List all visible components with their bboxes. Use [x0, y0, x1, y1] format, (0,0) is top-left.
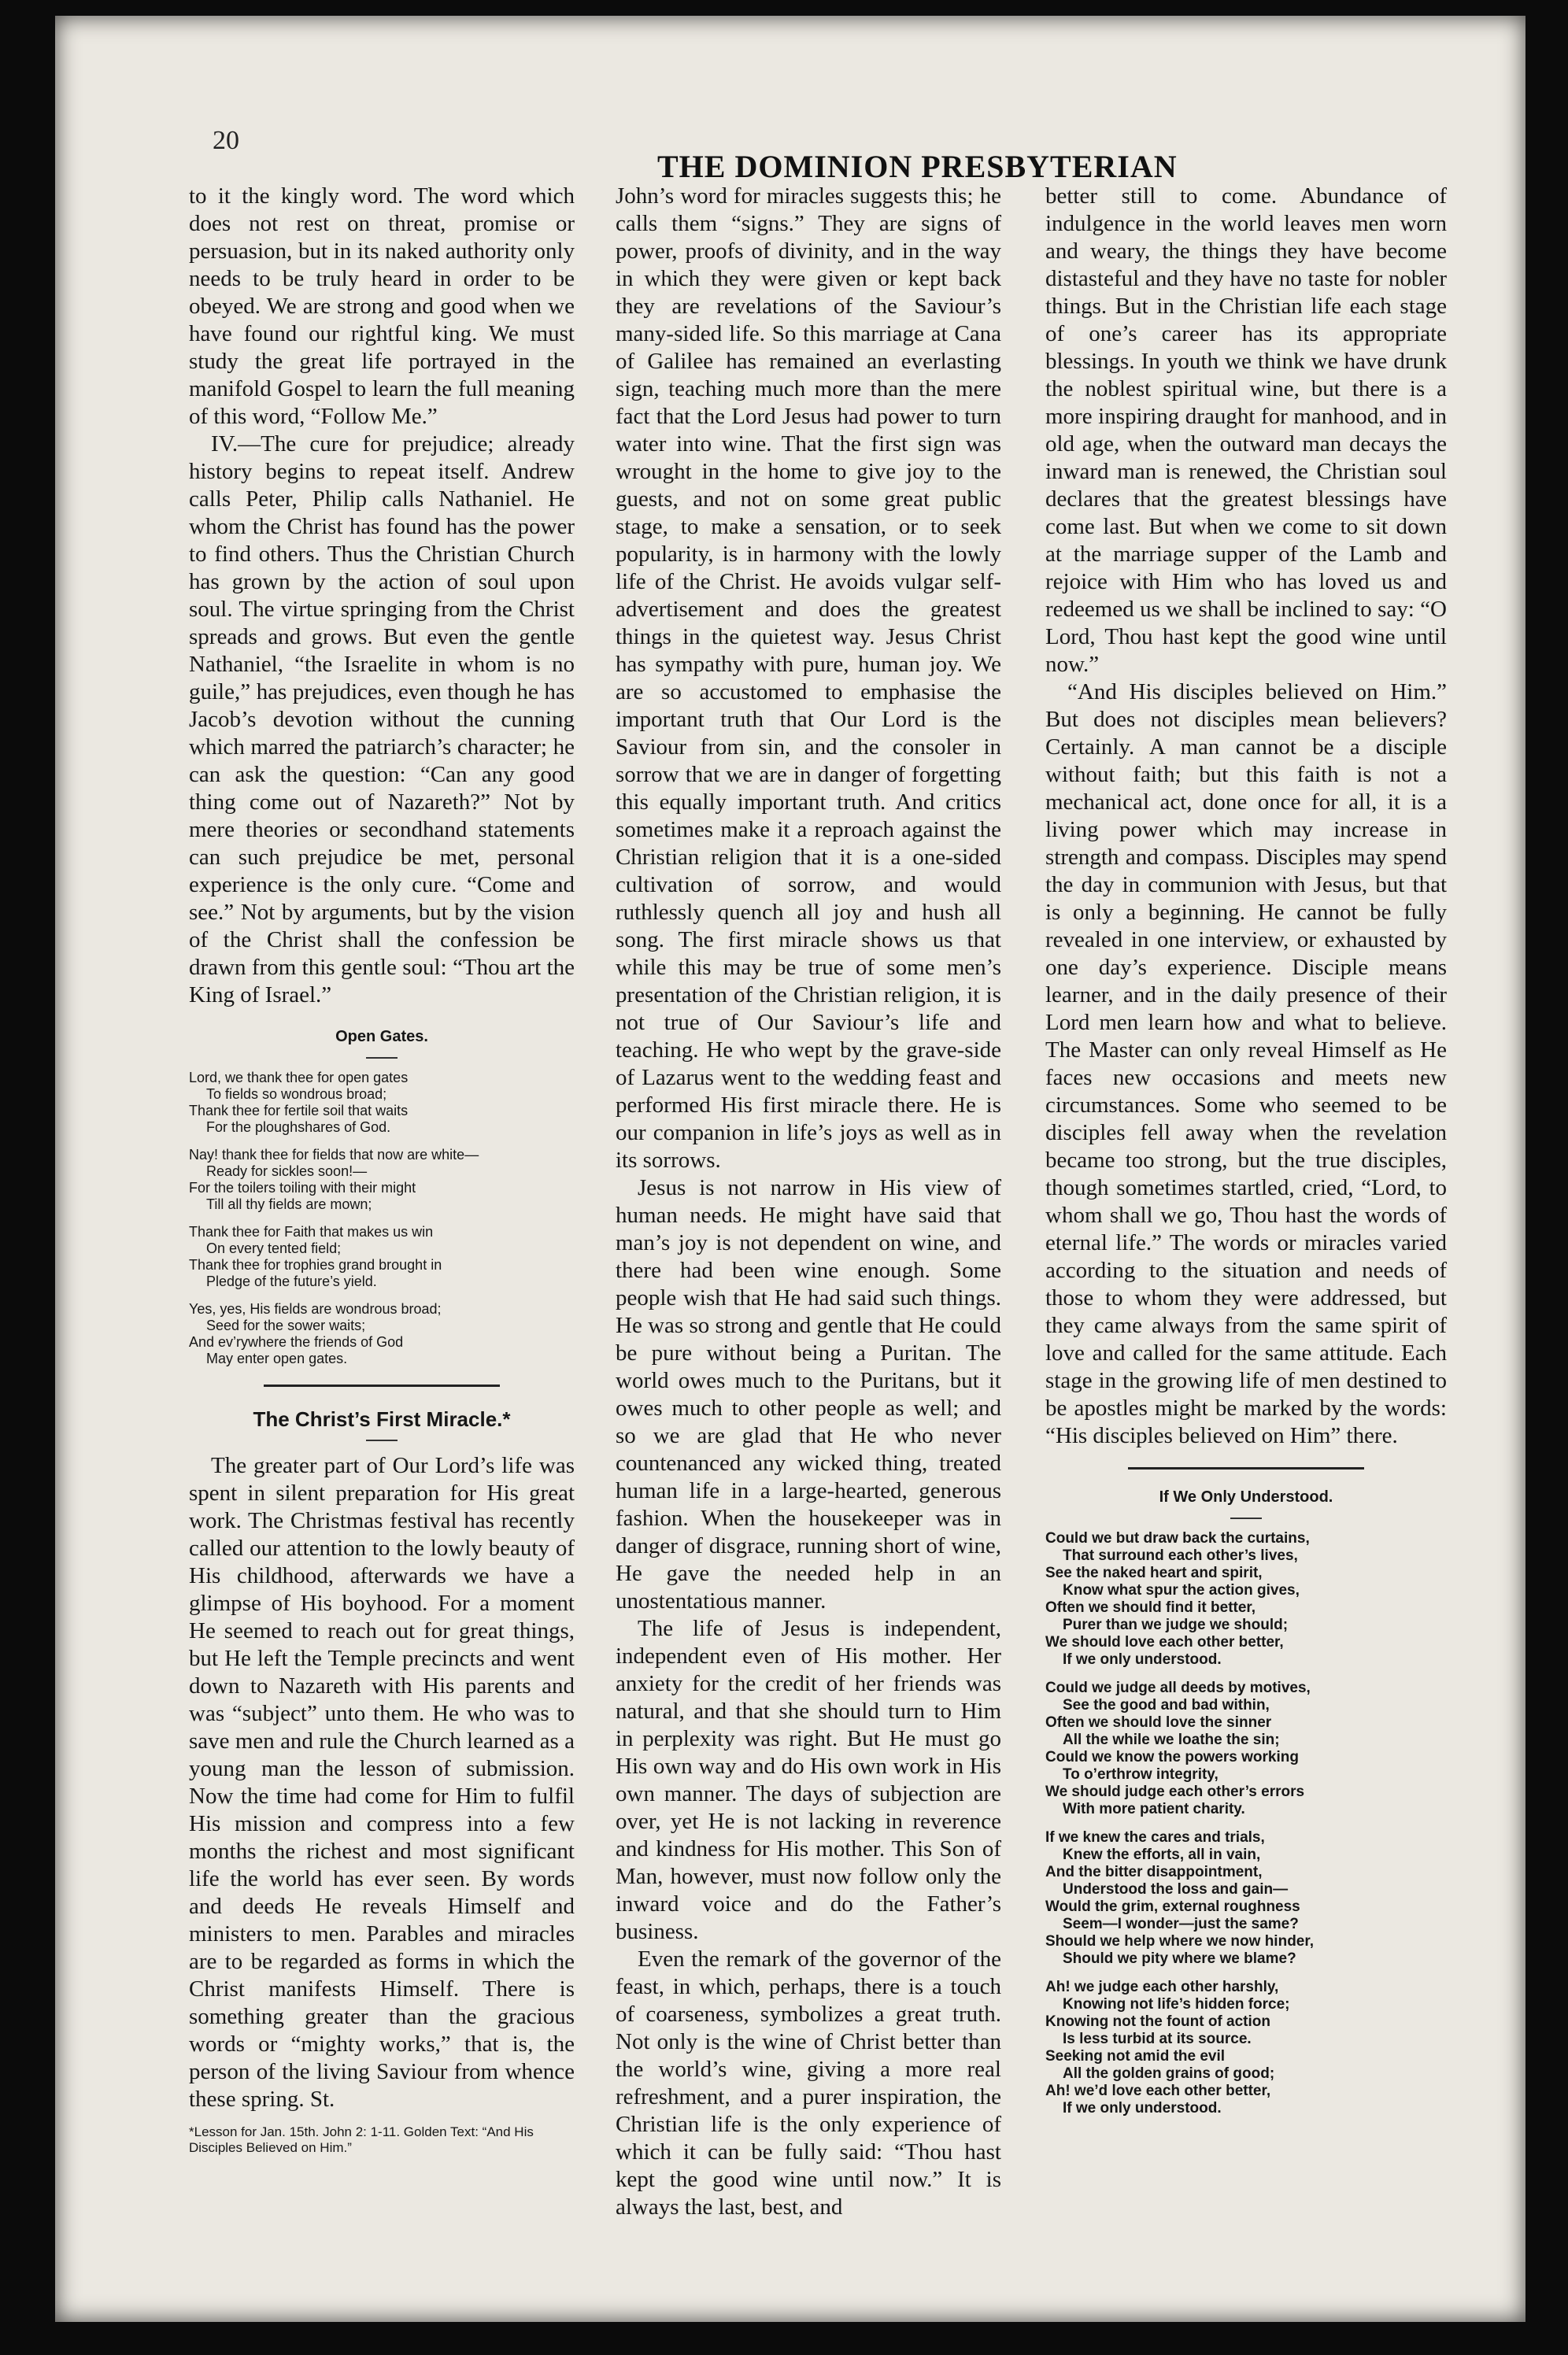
- divider: [264, 1385, 500, 1387]
- poem-line: If we knew the cares and trials,: [1045, 1829, 1265, 1846]
- column-3: [1045, 183, 1447, 2128]
- poem-line: If we only understood.: [1063, 2100, 1222, 2117]
- poem-line: Seed for the sower waits;: [206, 1318, 366, 1333]
- poem-line: For the ploughshares of God.: [206, 1119, 391, 1135]
- poem-line: Yes, yes, His fields are wondrous broad;: [189, 1301, 442, 1317]
- article-title: The Christ’s First Miracle.*: [253, 1407, 511, 1431]
- poem-line: We should love each other better,: [1045, 1634, 1284, 1651]
- poem-line: See the good and bad within,: [1063, 1697, 1270, 1714]
- poem-line: See the naked heart and spirit,: [1045, 1565, 1263, 1581]
- column-1: [189, 183, 575, 2156]
- poem-line: On every tented field;: [206, 1240, 342, 1256]
- poem-stanza: [1045, 1829, 1447, 1968]
- page-number: 20: [213, 126, 239, 155]
- paragraph: Even the remark of the governor of the feast, in which, perhaps, there is a touch of coarseness, symbolizes a great truth. Not only is the wine of Christ better than the world’s wine, giving a more real refreshment, and a purer inspiration, the Christian life is the only experience of which it can be fully said: “Thou hast kept the good wine until now.” It is always the last, best, and: [616, 1946, 1001, 2220]
- divider: [1230, 1518, 1262, 1519]
- poem-line: Ready for sickles soon!—: [206, 1163, 368, 1179]
- poem-line: Thank thee for trophies grand brought in: [189, 1257, 442, 1273]
- paragraph: IV.—The cure for prejudice; already history begins to repeat itself. Andrew calls Peter, Philip calls Nathaniel. He whom the Christ has found has the power to find others. Thus the Christian Church has grown by the action of soul upon soul. The virtue springing from the Christ spreads and grows. But even the gentle Nathaniel, “the Israelite in whom is no guile,” has prejudices, even though he has Jacob’s devotion without the cunning which marred the patriarch’s character; he can ask the question: “Can any good thing come out of Nazareth?” Not by mere theories or secondhand statements can such prejudice be met, personal experience is the only cure. “Come and see.” Not by arguments, but by the vision of the Christ shall the confession be drawn from this gentle soul: “Thou art the King of Israel.”: [189, 431, 575, 1007]
- poem-line: Purer than we judge we should;: [1063, 1617, 1289, 1633]
- poem-line: May enter open gates.: [206, 1351, 348, 1366]
- paragraph: The life of Jesus is independent, independent even of His mother. Her anxiety for the credit of her friends was natural, and that she should turn to Him in perplexity was right. But He must go His own way and do His own work in His own manner. The days of subjection are over, yet He is not lacking in reverence and kindness for His mother. This Son of Man, however, must now follow only the inward voice and do the Father’s business.: [616, 1616, 1001, 1944]
- paragraph: John’s word for miracles suggests this; he calls them “signs.” They are signs of power, proofs of divinity, and in the way in which they were given or kept back they are revelations of the Saviour’s many-sided life. So this marriage at Cana of Galilee has remained an everlasting sign, teaching much more than the mere fact that the Lord Jesus had power to turn water into wine. That the first sign was wrought in the home to give joy to the guests, and not on some great public stage, to make a sensation, or to seek popularity, is in harmony with the lowly life of the Christ. He avoids vulgar self-advertisement and does the greatest things in the quietest way. Jesus Christ has sympathy with pure, human joy. We are so accustomed to emphasise the important truth that Our Lord is the Saviour from sin, and the consoler in sorrow that we are in danger of forgetting this equally important truth. And critics sometimes make it a reproach against the Christian religion that it is a one-sided cultivation of sorrow, and would ruthlessly quench all joy and hush all song. The first miracle shows us that while this may be true of some men’s presentation of the Christian religion, it is not true of Our Saviour’s life and teaching. He who wept by the grave-side of Lazarus went to the wedding feast and performed His first miracle there. He is our companion in life’s joys as well as in its sorrows.: [616, 183, 1001, 1173]
- poem-if-we-only-understood: [1045, 1530, 1447, 2117]
- poem-line: To fields so wondrous broad;: [206, 1086, 387, 1102]
- poem-stanza: [1045, 1979, 1447, 2117]
- poem-title: If We Only Understood.: [1159, 1488, 1333, 1506]
- masthead-title: THE DOMINION PRESBYTERIAN: [657, 149, 1178, 184]
- poem-line: Knowing not the fount of action: [1045, 2013, 1270, 2030]
- poem-line: For the toilers toiling with their might: [189, 1180, 416, 1196]
- poem-stanza: [189, 1147, 575, 1213]
- poem-open-gates: [189, 1070, 575, 1367]
- poem-line: Should we pity where we blame?: [1063, 1950, 1296, 1967]
- poem-title: Open Gates.: [335, 1028, 428, 1045]
- poem-line: Seeking not amid the evil: [1045, 2048, 1226, 2065]
- poem-line: Would the grim, external roughness: [1045, 1898, 1300, 1915]
- poem-line: Seem—I wonder—just the same?: [1063, 1916, 1299, 1932]
- poem-line: And the bitter disappointment,: [1045, 1864, 1263, 1880]
- poem-line: Ah! we judge each other harshly,: [1045, 1979, 1279, 1995]
- poem-line: That surround each other’s lives,: [1063, 1547, 1298, 1564]
- poem-line: And ev’rywhere the friends of God: [189, 1334, 404, 1350]
- poem-line: With more patient charity.: [1063, 1801, 1245, 1817]
- poem-stanza: [189, 1301, 575, 1367]
- poem-line: Is less turbid at its source.: [1063, 2031, 1252, 2047]
- paragraph: Jesus is not narrow in His view of human needs. He might have said that man’s joy is not dependent on wine, and there had been wine enough. Some people wish that He had said such things. He was so strong and gentle that He could be pure without being a Puritan. The world owes much to the Puritans, but it owes much to other people as well; and so we are glad that He who never countenanced any wicked thing, treated human life in a large-hearted, generous fashion. When the housekeeper was in danger of disgrace, running short of wine, He gave the needed help in an unostentatious manner.: [616, 1175, 1001, 1614]
- column-2: [616, 183, 1001, 2221]
- poem-line: Should we help where we now hinder,: [1045, 1933, 1314, 1950]
- poem-line: Could we but draw back the curtains,: [1045, 1530, 1310, 1547]
- poem-line: Know what spur the action gives,: [1063, 1582, 1300, 1599]
- paragraph: The greater part of Our Lord’s life was spent in silent preparation for His great work. The Christmas festival has recently called our attention to the lowly beauty of His childhood, afterwards we have a glimpse of His boyhood. For a moment He seemed to reach out for great things, but He left the Temple precincts and went down to Nazareth with His parents and was “subject” unto them. He who was to save men and rule the Church learned as a young man the lesson of submission. Now the time had come for Him to fulfil His mission and compress into a few months the richest and most significant life the world has ever seen. By words and deeds He reveals Himself and ministers to men. Parables and miracles are to be regarded as forms in which the Christ manifests Himself. There is something greater than the gracious words or “mighty works,” that is, the person of the living Saviour from whence these spring. St.: [189, 1453, 575, 2112]
- poem-line: Often we should find it better,: [1045, 1599, 1256, 1616]
- poem-line: Often we should love the sinner: [1045, 1714, 1272, 1731]
- poem-stanza: [1045, 1530, 1447, 1669]
- divider: [366, 1440, 398, 1441]
- poem-line: Nay! thank thee for fields that now are white—: [189, 1147, 479, 1163]
- paragraph: to it the kingly word. The word which does not rest on threat, promise or persuasion, but in its naked authority only needs to be truly heard in order to be obeyed. We are strong and good when we have found our rightful king. We must study the great life portrayed in the manifold Gospel to learn the full meaning of this word, “Follow Me.”: [189, 183, 575, 429]
- poem-line: If we only understood.: [1063, 1651, 1222, 1668]
- divider: [366, 1057, 398, 1059]
- poem-line: Could we know the powers working: [1045, 1749, 1299, 1765]
- paragraph: better still to come. Abundance of indulgence in the world leaves men worn and weary, the things they have become distasteful and they have no taste for nobler things. But in the Christian life each stage of one’s career has its appropriate blessings. In youth we think we have drunk the noblest spiritual wine, but there is a more inspiring draught for manhood, and in old age, when the outward man decays the inward man is renewed, the Christian soul declares that the greatest blessings have come last. But when we come to sit down at the marriage supper of the Lamb and rejoice with Him who has loved us and redeemed us we shall be inclined to say: “O Lord, Thou hast kept the good wine until now.”: [1045, 183, 1447, 677]
- divider: [1128, 1467, 1364, 1470]
- poem-line: To o’erthrow integrity,: [1063, 1766, 1219, 1783]
- poem-line: We should judge each other’s errors: [1045, 1784, 1305, 1800]
- poem-stanza: [189, 1070, 575, 1136]
- paragraph: “And His disciples believed on Him.” But does not disciples mean believers? Certainly. A man cannot be a disciple without faith; but this faith is not a mechanical act, done once for all, it is a living power which may increase in strength and compass. Disciples may spend the day in communion with Jesus, but that is only a beginning. He cannot be fully revealed in one interview, or exhausted by one day’s experience. Disciple means learner, and in the daily presence of their Lord men learn how and what to believe. The Master can only reveal Himself as He faces new occasions and meets new circumstances. Some who seemed to be disciples fell away when the revelation became too strong, but the true disciples, though sometimes startled, cried, “Lord, to whom shall we go, Thou hast the words of eternal life.” The words or miracles varied according to the situation and needs of those to whom they were addressed, but they came always from the same spirit of love and called for the same attitude. Each stage in the growing life of men destined to be apostles might be marked by the words: “His disciples believed on Him” there.: [1045, 679, 1447, 1448]
- footnote: *Lesson for Jan. 15th. John 2: 1-11. Golden Text: “And His Disciples Believed on Him.”: [189, 2124, 534, 2155]
- poem-line: Understood the loss and gain—: [1063, 1881, 1289, 1898]
- poem-stanza: [189, 1224, 575, 1290]
- poem-line: Knew the efforts, all in vain,: [1063, 1847, 1261, 1863]
- poem-line: All the golden grains of good;: [1063, 2065, 1275, 2082]
- poem-line: Thank thee for Faith that makes us win: [189, 1224, 434, 1240]
- poem-line: Till all thy fields are mown;: [206, 1196, 372, 1212]
- poem-line: Knowing not life’s hidden force;: [1063, 1996, 1290, 2013]
- poem-line: Could we judge all deeds by motives,: [1045, 1680, 1311, 1696]
- poem-line: Pledge of the future’s yield.: [206, 1274, 377, 1289]
- poem-line: Lord, we thank thee for open gates: [189, 1070, 409, 1085]
- poem-line: All the while we loathe the sin;: [1063, 1732, 1280, 1748]
- poem-line: Thank thee for fertile soil that waits: [189, 1103, 409, 1118]
- poem-stanza: [1045, 1680, 1447, 1818]
- poem-line: Ah! we’d love each other better,: [1045, 2083, 1271, 2099]
